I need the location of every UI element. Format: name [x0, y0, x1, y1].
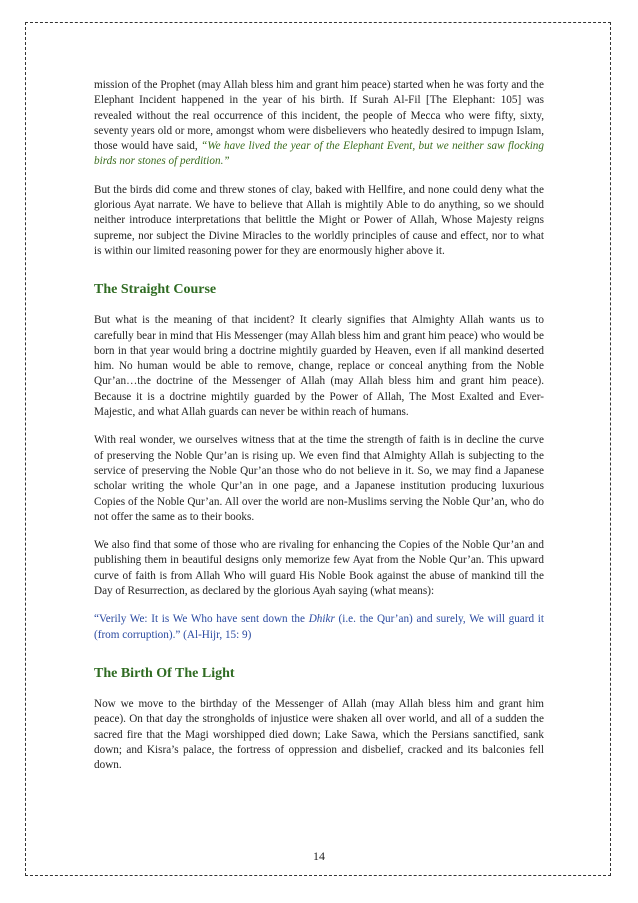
- ayah-quote: [94, 612, 544, 643]
- paragraph: We also find that some of those who are rivaling for enhancing the Copies of the Noble Qur’an and publishing them in beautiful designs only memorize few Ayat from the Noble Qur’an. This upward curve of faith is from Allah Who will guard His Noble Book against the abuse of mankind till the Day of Resurrection, as declared by the glorious Ayah saying (what means):: [94, 539, 544, 598]
- quoted-text: “We have lived the year of the Elephant Event, but we neither saw flocking birds nor stones of perdition.”: [94, 140, 544, 168]
- page-number: 14: [313, 849, 325, 863]
- paragraph: But what is the meaning of that incident? It clearly signifies that Almighty Allah wants us to carefully bear in mind that His Messenger (may Allah bless him and grant him peace) who would be born in that year would bring a doctrine mightily guarded by Heaven, even if all mankind deserted him. No human would be able to remove, change, replace or conceal anything from the Noble Qur’an…the doctrine of the Messenger of Allah (may Allah bless him and grant him peace). Because it is a doctrine mightily guarded by the Power of Allah, The Most Exalted and Ever-Majestic, and what Allah guards can never be within reach of humans.: [94, 314, 544, 419]
- paragraph: But the birds did come and threw stones of clay, baked with Hellfire, and none could deny what the glorious Ayat narrate. We have to believe that Allah is mightily Able to do anything, so we should neither introduce interpretations that belittle the Might or Power of Allah, Whose Majesty reigns supreme, nor subject the Divine Miracles to the worldly principles of cause and effect, nor to what is within our limited reasoning power for they are enormously higher above it.: [94, 183, 544, 257]
- paragraph: With real wonder, we ourselves witness that at the time the strength of faith is in decline the curve of preserving the Noble Qur’an is rising up. We even find that Almighty Allah is subjecting to the service of preserving the Noble Qur’an those who do not believe in it. So, we may find a Japanese scholar writing the whole Qur’an in one page, and a Japanese institution producing luxurious Copies of the Noble Qur’an. All over the world are non-Muslims serving the Noble Qur’an, who do not offer the same as to their books.: [94, 434, 544, 523]
- section-heading-birth-of-light: The Birth Of The Light: [94, 665, 235, 681]
- paragraph: Now we move to the birthday of the Messenger of Allah (may Allah bless him and grant him peace). On that day the strongholds of injustice were shaken all over world, and all of a sudden the sacred fire that the Magi worshipped died down; Lake Sawa, which the Persians sanctified, sank down; and Kisra’s palace, the fortress of oppression and disbelief, cracked and its balconies fell down.: [94, 697, 544, 772]
- quote-text: (i.e. the Qur’an) and surely, We will guard it (from corruption).” (Al-Hijr, 15: 9): [94, 613, 545, 641]
- quote-italic-term: Dhikr: [308, 613, 335, 626]
- paragraph-text: mission of the Prophet (may Allah bless him and grant him peace) started when he was forty and the Elephant Incident happened in the year of his birth. If Surah Al-Fil [The Elephant: 105] was revealed without the real occurrence of this incident, the people of Mecca who were fifty, sixty, seventy years old or more, amongst whom were disbelievers who heatedly desired to impugn Islam, those would have said,: [94, 79, 544, 153]
- quote-text: “Verily We: It is We Who have sent down the: [94, 613, 309, 626]
- section-heading-straight-course: The Straight Course: [94, 282, 217, 298]
- paragraph: [94, 78, 544, 170]
- page-content: [94, 78, 544, 786]
